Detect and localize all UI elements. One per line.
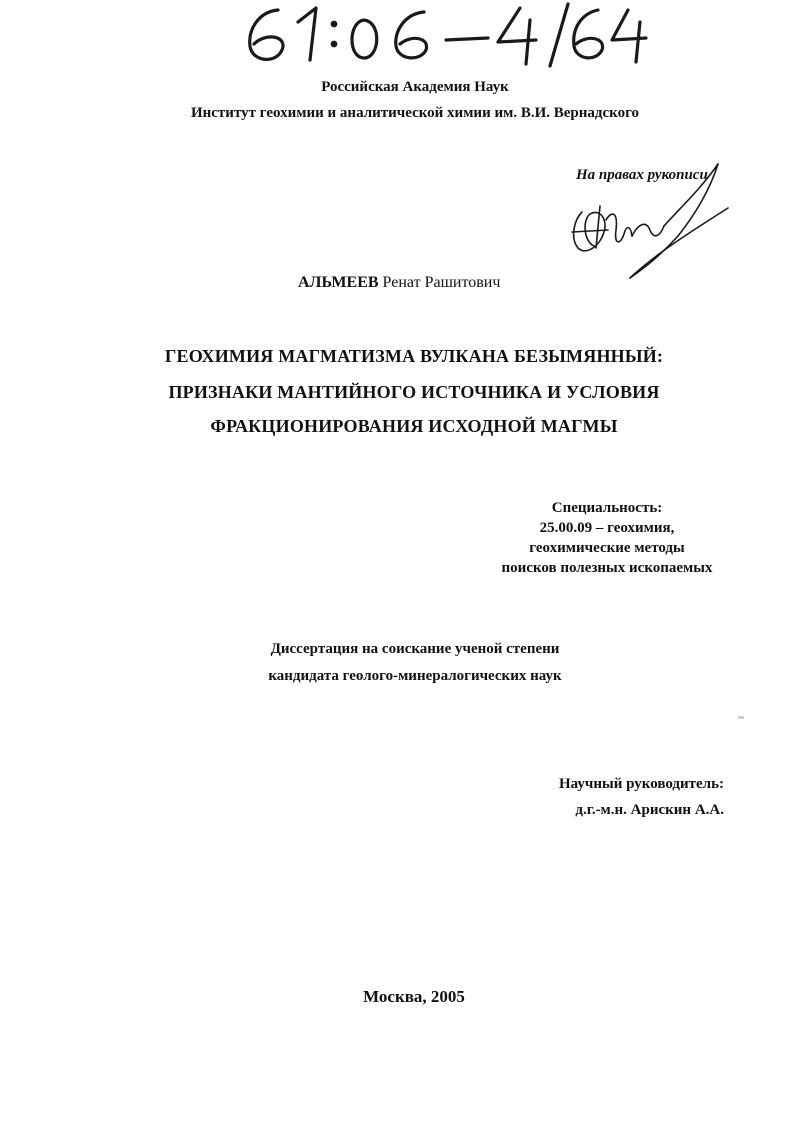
specialty-code: 25.00.09 – геохимия, xyxy=(539,520,675,536)
specialty-line-3: поисков полезных ископаемых xyxy=(501,560,713,576)
handwritten-catalog-number xyxy=(236,0,656,72)
signature-drawing xyxy=(560,150,740,285)
dissertation-title-line-2: ПРИЗНАКИ МАНТИЙНОГО ИСТОЧНИКА И УСЛОВИЯ xyxy=(168,382,660,402)
academy-name: Российская Академия Наук xyxy=(321,79,509,95)
dissertation-line-2: кандидата геолого-минералогических наук xyxy=(268,668,562,684)
author-given-names: Ренат Рашитович xyxy=(382,274,501,291)
specialty-block xyxy=(486,498,728,578)
advisor-name: д.г.-м.н. Арискин А.А. xyxy=(575,802,724,818)
specialty-label: Специальность: xyxy=(551,500,663,516)
manuscript-rights-label: На правах рукописи xyxy=(576,167,708,183)
dissertation-statement xyxy=(230,636,600,690)
advisor-label: Научный руководитель: xyxy=(559,776,724,792)
handwritten-number-drawing xyxy=(236,0,656,72)
author-signature xyxy=(560,150,740,285)
dissertation-title-line-1: ГЕОХИМИЯ МАГМАТИЗМА ВУЛКАНА БЕЗЫМЯННЫЙ: xyxy=(164,346,664,366)
institute-name: Институт геохимии и аналитической химии им. В.И. Вернадского xyxy=(190,105,640,121)
author-surname: АЛЬМЕЕВ xyxy=(298,274,379,291)
scientific-advisor xyxy=(530,771,724,823)
city-year: Москва, 2005 xyxy=(363,987,465,1006)
specialty-line-2: геохимические методы xyxy=(529,540,685,556)
dissertation-line-1: Диссертация на соискание ученой степени xyxy=(270,641,560,657)
dissertation-title-line-3: ФРАКЦИОНИРОВАНИЯ ИСХОДНОЙ МАГМЫ xyxy=(210,416,618,436)
scan-mark xyxy=(738,716,744,719)
author-name xyxy=(298,274,500,292)
